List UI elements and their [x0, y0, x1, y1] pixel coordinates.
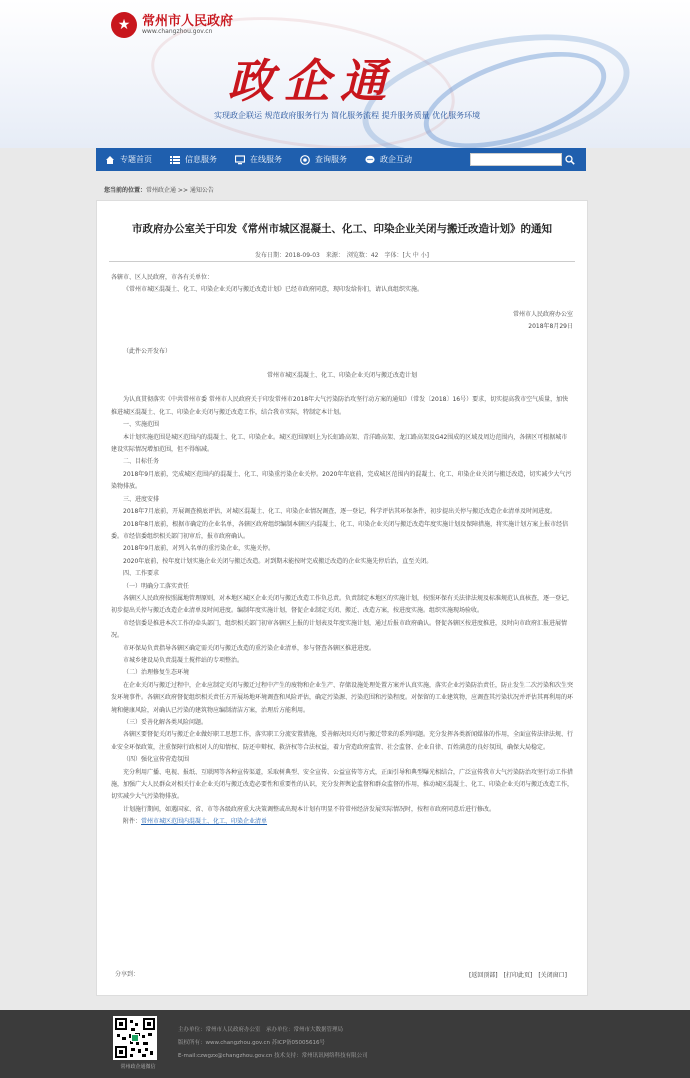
paragraph: 各辖区要督促关闭与搬迁企业做好职工思想工作，落实职工分流安置措施，妥善解决因关闭与搬迁带来的系列问题。充分发挥各类新闻媒体的作用，全面宣传法律法规、行业安全环保政策，注重保障行政相对人的知情权、防还申辩权、救济权等合法权益，着力营造政府监管、社会监督、企业自律、百姓满意的良好氛围，确保大局稳定。 — [111, 731, 574, 751]
section-heading: 四、工作要求 — [123, 570, 160, 578]
attachment-label: 附件： — [123, 818, 142, 826]
issue-date: 2018年8月29日 — [528, 323, 573, 331]
article-title: 市政府办公室关于印发《常州市城区混凝土、化工、印染企业关闭与搬迁改造计划》的通知 — [132, 223, 552, 235]
signer: 常州市人民政府办公室 — [512, 310, 573, 318]
nav-label: 政企互动 — [380, 155, 412, 164]
subsection-heading: （四）强化宣传营造氛围 — [123, 756, 190, 764]
paragraph: 本计划实施范围是城区范围内的混凝土、化工、印染企业。城区范围原则上为长虹路高架、青洋路高架、龙江路高架及G42围成的区域及周边范围内，各辖区可根据城市建设实际情况增加范围，但不得缩减。 — [111, 433, 568, 454]
main-nav — [96, 148, 586, 171]
paragraph: 2018年8月底前，根据市确定的企业名单，各辖区政府组织编制本辖区内混凝土、化工、印染企业关闭与搬迁改造年度实施计划及保障措施，将实施计划方案上报市经信委。市经信委组织相关部门初审后，报市政府确认。 — [111, 520, 569, 540]
portal-slogan: 实现政企联运 规范政府服务行为 简化服务流程 提升服务质量 优化服务环境 — [214, 111, 481, 120]
gov-emblem-icon[interactable]: ★ — [111, 12, 137, 38]
attachment — [111, 816, 573, 828]
paragraph: 市经信委是推进本次工作的牵头部门，组织相关部门初审各辖区上报的计划表及年度实施计划，通过后报市政府确认。督促各辖区按进度推进，及时向市政府汇报进展情况。 — [111, 619, 568, 640]
footer-line: 版权所有：www.changzhou.gov.cn 苏ICP备05005616号 — [178, 1040, 326, 1046]
footer-line: E-mail:czwgzx@changzhou.gov.cn 技术支持：常州讯讯网络科技有限公司 — [178, 1053, 368, 1059]
paragraph: 在企业关闭与搬迁过程中，企业应制定关闭与搬迁过程中产生的废物和企业生产、存储设施处理处置方案并认真实施，落实企业污染防治责任，防止发生二次污染和次生突发环境事件。各辖区政府督促组织相关责任方开展场地环境调查和风险评估，确定污染源、污染范围和污染程度。对保留的工业建筑物，应调查其污染状况并评估其再利用的环境和健康风险，对确认已污染的建筑物应编制清洁方案，治理后方能利用。 — [111, 681, 574, 714]
search-button[interactable] — [562, 153, 578, 166]
nav-item-online[interactable] — [226, 148, 291, 171]
plan-title: 常州市城区混凝土、化工、印染企业关闭与搬迁改造计划 — [266, 372, 417, 380]
paragraph: 2020年底前，按年度计划实施企业关闭与搬迁改造。对到期未能按时完成搬迁改造的企业实施先停后治，直至关闭。 — [123, 557, 433, 565]
section-heading: 三、进度安排 — [123, 495, 160, 503]
article-actions — [469, 970, 567, 979]
paragraph: 为认真贯彻落实《中共常州市委 常州市人民政府关于印发常州市2018年大气污染防治攻坚行动方案的通知》（常发〔2018〕16号）要求，切实提高我市空气质量，加快推进城区混凝土、化工、印染企业关闭与搬迁改造工作，结合我市实际，特制定本计划。 — [111, 396, 569, 416]
public-note: （此件公开发布） — [123, 347, 172, 355]
paragraph: 市城乡建设局负责混凝土搅拌站的专项整治。 — [123, 656, 244, 664]
intro-paragraph: 《常州市城区混凝土、化工、印染企业关闭与搬迁改造计划》已经市政府同意，现印发给你们，请认真组织实施。 — [123, 286, 424, 294]
article-body — [111, 266, 573, 829]
divider — [109, 261, 575, 262]
paragraph: 市环保局负责指导各辖区确定需关闭与搬迁改造的重污染企业清单，参与督查各辖区推进进度。 — [123, 644, 376, 652]
article-card — [96, 200, 588, 996]
gov-url: www.changzhou.gov.cn — [142, 28, 213, 35]
nav-item-home[interactable] — [96, 148, 161, 171]
nav-item-interact[interactable] — [356, 148, 421, 171]
paragraph: 各辖区人民政府按照属地管理原则，对本地区城区企业关闭与搬迁改造工作负总责。负责制定本地区的实施计划，按照环保有关法律法规及标准规范认真核查，逐一登记，初步提出关停与搬迁改造企业清单及时间进度。编制年度实施计划，督促企业制定关闭、搬迁、改造方案，按进度实施。组织实施现场验收。 — [111, 594, 574, 615]
paragraph: 计划施行期间，如遇国家、省、市等各级政府重大决策调整或出现本计划有明显不符常州经济发展实际情况时，按程市政府同意后进行修改。 — [123, 805, 496, 813]
search-icon — [300, 155, 310, 165]
salutation: 各辖市、区人民政府，市各有关单位： — [111, 274, 214, 281]
gov-name[interactable]: 常州市人民政府 — [142, 14, 234, 29]
paragraph: 2018年9月底前，对列入名单的重污染企业，实施关停。 — [123, 545, 275, 553]
subsection-heading: （三）妥善化解各类风险问题。 — [123, 719, 208, 726]
home-icon — [105, 155, 115, 165]
breadcrumb-label: 您当前的位置： — [104, 186, 147, 194]
breadcrumb — [96, 182, 586, 196]
search-icon — [565, 155, 575, 165]
paragraph: 充分利用广播、电视、报纸、互联网等各种宣传渠道，采取树典型、安全宣传、公益宣传等方式，正面引导和典型曝光相结合，广泛宣传我市大气污染防治攻坚行动工作措施，加强广大人民群众对相关行业企业关闭与搬迁改造必要性和重要性的认识，充分发挥舆论监督和群众监督的作用，推动城区混凝土、化工、印染企业关闭与搬迁改造工作，切实减少大气污染物排放。 — [111, 768, 574, 801]
breadcrumb-path[interactable]: 常州政企通 >> 通知公告 — [146, 186, 214, 194]
close-window-link[interactable]: [关闭窗口] — [538, 972, 567, 979]
nav-label: 信息服务 — [185, 155, 217, 164]
list-icon — [170, 155, 180, 165]
print-link[interactable]: [打印此页] — [503, 972, 533, 979]
footer-line: 主办单位：常州市人民政府办公室 承办单位：常州市大数据管理局 — [178, 1027, 344, 1033]
search-input[interactable] — [470, 153, 562, 166]
nav-label: 在线服务 — [250, 155, 282, 164]
nav-label: 专题首页 — [120, 155, 152, 164]
paragraph: 2018年7月底前，开展调查摸底评估，对城区混凝土、化工、印染企业情况调查，逐一登记，科学评估其环保条件，初步提出关停与搬迁改造企业清单及时间进度。 — [123, 508, 557, 516]
portal-title: 政企通 — [228, 54, 396, 108]
qr-caption: 常州政企通微信 — [120, 1064, 156, 1070]
attachment-link[interactable]: 常州市城区范围内混凝土、化工、印染企业清单 — [141, 818, 268, 826]
article-meta: 发布日期：2018-09-03 来源： 浏览数：42 字体：[大 中 小] — [254, 252, 429, 259]
back-to-top-link[interactable]: [返回顶部] — [468, 972, 498, 979]
search-box — [470, 153, 578, 166]
section-heading: 二、目标任务 — [123, 458, 160, 466]
footer-info — [178, 1024, 368, 1063]
section-heading: 一、实施范围 — [123, 421, 160, 429]
nav-label: 查询服务 — [315, 155, 347, 164]
qr-code-icon — [113, 1016, 157, 1060]
share-label: 分享到： — [115, 971, 140, 978]
site-header — [0, 0, 690, 148]
paragraph: 2018年9月底前，完成城区范围内的混凝土、化工、印染重污染企业关停。2020年年底前，完成城区范围内的混凝土、化工、印染企业关闭与搬迁改造，切实减少大气污染物排放。 — [111, 470, 572, 491]
subsection-heading: （二）治理修复生态环境 — [123, 669, 190, 677]
chat-icon — [365, 155, 375, 165]
nav-item-info[interactable] — [161, 148, 226, 171]
subsection-heading: （一）明确分工落实责任 — [123, 582, 190, 590]
monitor-icon — [235, 155, 245, 165]
nav-item-query[interactable] — [291, 148, 356, 171]
